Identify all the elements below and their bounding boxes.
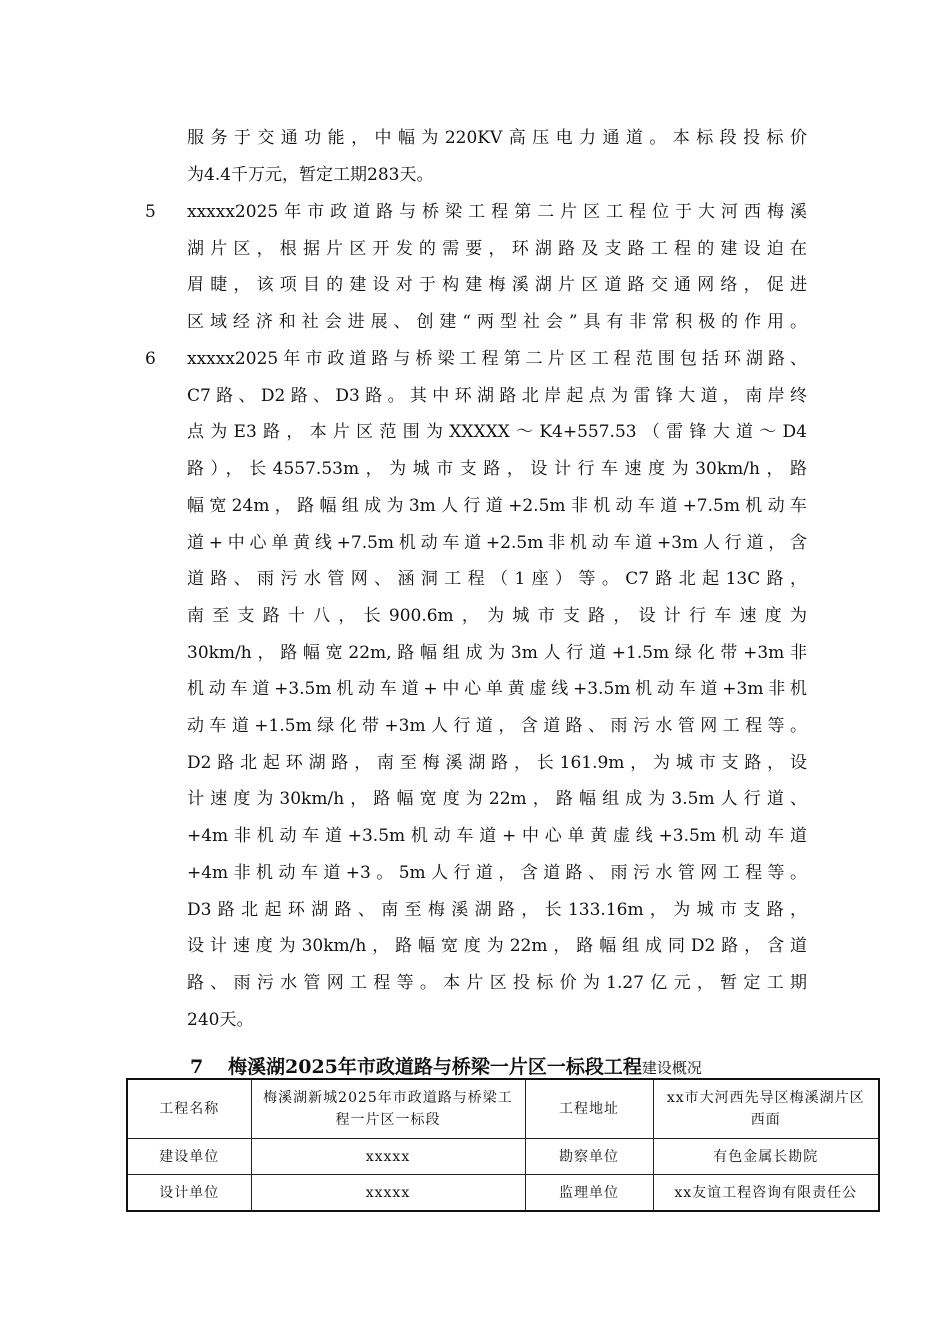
table-row — [127, 1175, 879, 1212]
text-line: xxxxx2025年市政道路与桥梁工程第二片区工程范围包括环湖路、 — [187, 349, 807, 369]
text-line: 路、雨污水管网工程等。本片区投标价为1.27亿元，暂定工期 — [187, 972, 807, 993]
table-cell-value: xx友谊工程咨询有限责任公 — [653, 1175, 879, 1212]
text-line: +4m非机动车道+3.5m机动车道+中心单黄虚线+3.5m机动车道 — [187, 826, 807, 847]
table-cell-label: 监理单位 — [525, 1175, 653, 1212]
text-line: 计速度为30km/h，路幅宽度为22m，路幅组成为3.5m人行道、 — [187, 789, 807, 810]
text-line: C7路、D2路、D3路。其中环湖路北岸起点为雷锋大道，南岸终 — [187, 385, 807, 406]
table-cell-value: 梅溪湖新城2025年市政道路与桥梁工程一片区一标段 — [251, 1079, 525, 1139]
table-cell-label: 建设单位 — [127, 1139, 251, 1175]
text-line: 为4.4千万元，暂定工期283天。 — [187, 164, 434, 185]
text-line: 点为E3路，本片区范围为XXXXX～K4+557.53（雷锋大道～D4 — [187, 422, 807, 443]
text-line: 动车道+1.5m绿化带+3m人行道，含道路、雨污水管网工程等。 — [187, 716, 807, 736]
text-line: 道+中心单黄线+7.5m机动车道+2.5m非机动车道+3m人行道，含 — [187, 532, 807, 553]
text-line: D3路北起环湖路、南至梅溪湖路，长133.16m，为城市支路， — [187, 899, 807, 920]
table-cell-label: 设计单位 — [127, 1175, 251, 1212]
table-cell-value: xxxxx — [251, 1139, 525, 1175]
project-info-table — [126, 1078, 880, 1212]
table-cell-label: 勘察单位 — [525, 1139, 653, 1175]
table-cell-label: 工程名称 — [127, 1079, 251, 1139]
section-title-suffix: 建设概况 — [641, 1059, 702, 1077]
table-cell-value: 有色金属长勘院 — [653, 1139, 879, 1175]
text-line: 240天。 — [187, 1009, 254, 1030]
text-line: 30km/h，路幅宽22m,路幅组成为3m人行道+1.5m绿化带+3m非 — [187, 642, 807, 663]
text-line: 设计速度为30km/h，路幅宽度为22m，路幅组成同D2路，含道 — [187, 936, 807, 957]
text-line: 湖片区，根据片区开发的需要，环湖路及支路工程的建设迫在 — [187, 238, 807, 259]
text-line: 区域经济和社会进展、创建“两型社会”具有非常积极的作用。 — [187, 312, 807, 333]
text-line: 南至支路十八，长900.6m，为城市支路，设计行车速度为 — [187, 605, 807, 626]
table-cell-value: xxxxx — [251, 1175, 525, 1212]
text-line: 服务于交通功能，中幅为220KV高压电力通道。本标段投标价 — [187, 128, 807, 148]
text-line: 幅宽24m，路幅组成为3m人行道+2.5m非机动车道+7.5m机动车 — [187, 495, 807, 516]
table-cell-value: xx市大河西先导区梅溪湖片区西面 — [653, 1079, 879, 1139]
text-line: xxxxx2025年市政道路与桥梁工程第二片区工程位于大河西梅溪 — [187, 202, 807, 222]
text-line: 路），长4557.53m，为城市支路，设计行车速度为30km/h，路 — [187, 459, 807, 480]
paragraph-number: 6 — [145, 349, 156, 369]
section-number: 7 — [190, 1056, 204, 1078]
section-title: 梅溪湖2025年市政道路与桥梁一片区一标段工程 — [228, 1056, 642, 1078]
text-line: +4m非机动车道+3。5m人行道，含道路、雨污水管网工程等。 — [187, 862, 807, 883]
table-cell-label: 工程地址 — [525, 1079, 653, 1139]
text-line: D2路北起环湖路，南至梅溪湖路，长161.9m，为城市支路，设 — [187, 752, 807, 773]
text-line: 道路、雨污水管网、涵洞工程（1座）等。C7路北起13C路， — [187, 569, 807, 590]
table-row — [127, 1079, 879, 1139]
text-line: 机动车道+3.5m机动车道+中心单黄虚线+3.5m机动车道+3m非机 — [187, 679, 807, 700]
paragraph-number: 5 — [145, 202, 156, 222]
text-line: 眉睫，该项目的建设对于构建梅溪湖片区道路交通网络，促进 — [187, 275, 807, 296]
table-row — [127, 1139, 879, 1175]
